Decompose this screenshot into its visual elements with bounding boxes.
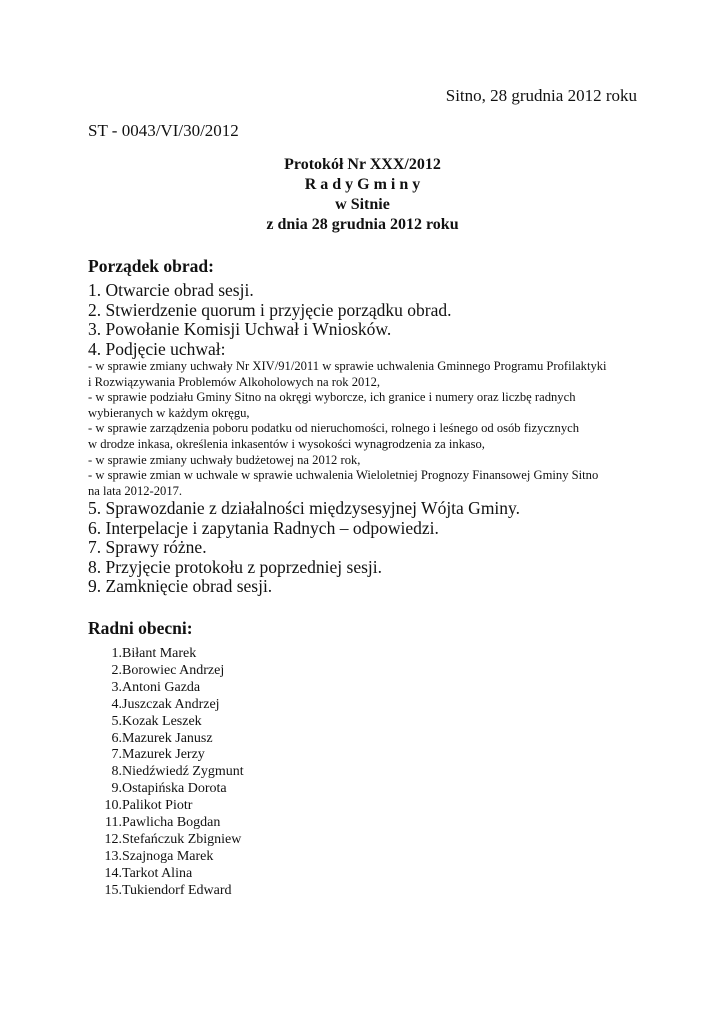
list-number: 8. bbox=[111, 764, 122, 780]
resolution-line: na lata 2012-2017. bbox=[88, 483, 183, 498]
councillor-name: Tarkot Alina bbox=[122, 865, 193, 881]
list-item bbox=[96, 849, 396, 866]
list-number: 5. bbox=[111, 713, 122, 729]
place-and-date: Sitno, 28 grudnia 2012 roku bbox=[445, 86, 637, 105]
agenda-item: 6. Interpelacje i zapytania Radnych – odpowiedzi. bbox=[88, 517, 439, 538]
list-item bbox=[96, 731, 396, 748]
councillor-name: Kozak Leszek bbox=[122, 713, 202, 729]
reference-number: ST - 0043/VI/30/2012 bbox=[88, 121, 239, 140]
list-number: 2. bbox=[111, 662, 122, 678]
list-item bbox=[96, 714, 396, 731]
councillor-name: Antoni Gazda bbox=[122, 679, 201, 695]
agenda-item: 4. Podjęcie uchwał: bbox=[88, 338, 226, 359]
list-item bbox=[96, 866, 396, 883]
agenda-item: 8. Przyjęcie protokołu z poprzedniej sesji. bbox=[88, 556, 383, 577]
list-number: 12. bbox=[104, 831, 122, 847]
councillor-name: Szajnoga Marek bbox=[122, 848, 214, 864]
list-item bbox=[96, 697, 396, 714]
councillor-name: Pawlicha Bogdan bbox=[122, 815, 221, 831]
list-number: 13. bbox=[104, 848, 122, 864]
list-number: 10. bbox=[104, 798, 122, 814]
councillor-name: Borowiec Andrzej bbox=[122, 662, 225, 678]
list-item bbox=[96, 815, 396, 832]
document-title bbox=[0, 155, 725, 235]
resolutions-list bbox=[88, 359, 648, 499]
list-number: 4. bbox=[111, 696, 122, 712]
list-item bbox=[96, 781, 396, 798]
list-item bbox=[96, 747, 396, 764]
list-number: 3. bbox=[111, 679, 122, 695]
resolution-line: w drodze inkasa, określenia inkasentów i wysokości wynagrodzenia za inkaso, bbox=[88, 436, 485, 451]
list-number: 11. bbox=[105, 815, 122, 831]
list-number: 14. bbox=[104, 865, 122, 881]
list-item bbox=[96, 798, 396, 815]
resolution-line: - w sprawie zmian w uchwale w sprawie uchwalenia Wieloletniej Prognozy Finansowej Gminy Sitno bbox=[88, 468, 599, 483]
councillors-list bbox=[96, 646, 396, 900]
councillor-name: Mazurek Janusz bbox=[122, 730, 213, 746]
councillor-name: Stefańczuk Zbigniew bbox=[122, 831, 242, 847]
councillor-name: Tukiendorf Edward bbox=[122, 882, 232, 898]
list-number: 6. bbox=[111, 730, 122, 746]
list-number: 9. bbox=[111, 781, 122, 797]
agenda-item: 5. Sprawozdanie z działalności międzysesyjnej Wójta Gminy. bbox=[88, 498, 521, 519]
title-location: w Sitnie bbox=[335, 196, 390, 213]
list-item bbox=[96, 832, 396, 849]
title-council: R a d y G m i n y bbox=[304, 176, 421, 193]
agenda-item: 1. Otwarcie obrad sesji. bbox=[88, 280, 254, 300]
agenda-item: 3. Powołanie Komisji Uchwał i Wniosków. bbox=[88, 319, 392, 339]
resolution-line: - w sprawie zmiany uchwały budżetowej na 2012 rok, bbox=[88, 452, 361, 467]
councillor-name: Biłant Marek bbox=[122, 646, 197, 661]
agenda-item: 7. Sprawy różne. bbox=[88, 537, 207, 558]
resolution-line: - w sprawie zarządzenia poboru podatku od nieruchomości, rolnego i leśnego od osób fizycznych bbox=[88, 421, 579, 436]
list-number: 15. bbox=[104, 882, 122, 898]
list-item bbox=[96, 883, 396, 900]
councillor-name: Palikot Piotr bbox=[122, 798, 193, 814]
attendance-heading: Radni obecni: bbox=[88, 618, 193, 638]
agenda-heading: Porządek obrad: bbox=[88, 256, 214, 276]
councillor-name: Ostapińska Dorota bbox=[122, 781, 227, 797]
list-item bbox=[96, 646, 396, 663]
councillor-name: Mazurek Jerzy bbox=[122, 747, 205, 763]
title-date: z dnia 28 grudnia 2012 roku bbox=[266, 216, 459, 233]
agenda-item: 9. Zamknięcie obrad sesji. bbox=[88, 576, 273, 597]
resolution-line: wybieranych w każdym okręgu, bbox=[88, 405, 250, 420]
resolution-line: - w sprawie podziału Gminy Sitno na okręgi wyborcze, ich granice i numery oraz liczbę radnych bbox=[88, 390, 576, 405]
agenda-item: 2. Stwierdzenie quorum i przyjęcie porządku obrad. bbox=[88, 299, 452, 320]
agenda-list bbox=[88, 281, 648, 597]
councillor-name: Juszczak Andrzej bbox=[122, 696, 220, 712]
resolution-line: i Rozwiązywania Problemów Alkoholowych na rok 2012, bbox=[88, 374, 381, 389]
list-number: 1. bbox=[111, 646, 122, 661]
list-item bbox=[96, 680, 396, 697]
councillor-name: Niedźwiedź Zygmunt bbox=[122, 764, 244, 780]
list-number: 7. bbox=[111, 747, 122, 763]
resolution-line: - w sprawie zmiany uchwały Nr XIV/91/2011 w sprawie uchwalenia Gminnego Programu Profilaktyki bbox=[88, 359, 607, 373]
title-protocol-number: Protokół Nr XXX/2012 bbox=[284, 156, 441, 173]
list-item bbox=[96, 663, 396, 680]
list-item bbox=[96, 764, 396, 781]
